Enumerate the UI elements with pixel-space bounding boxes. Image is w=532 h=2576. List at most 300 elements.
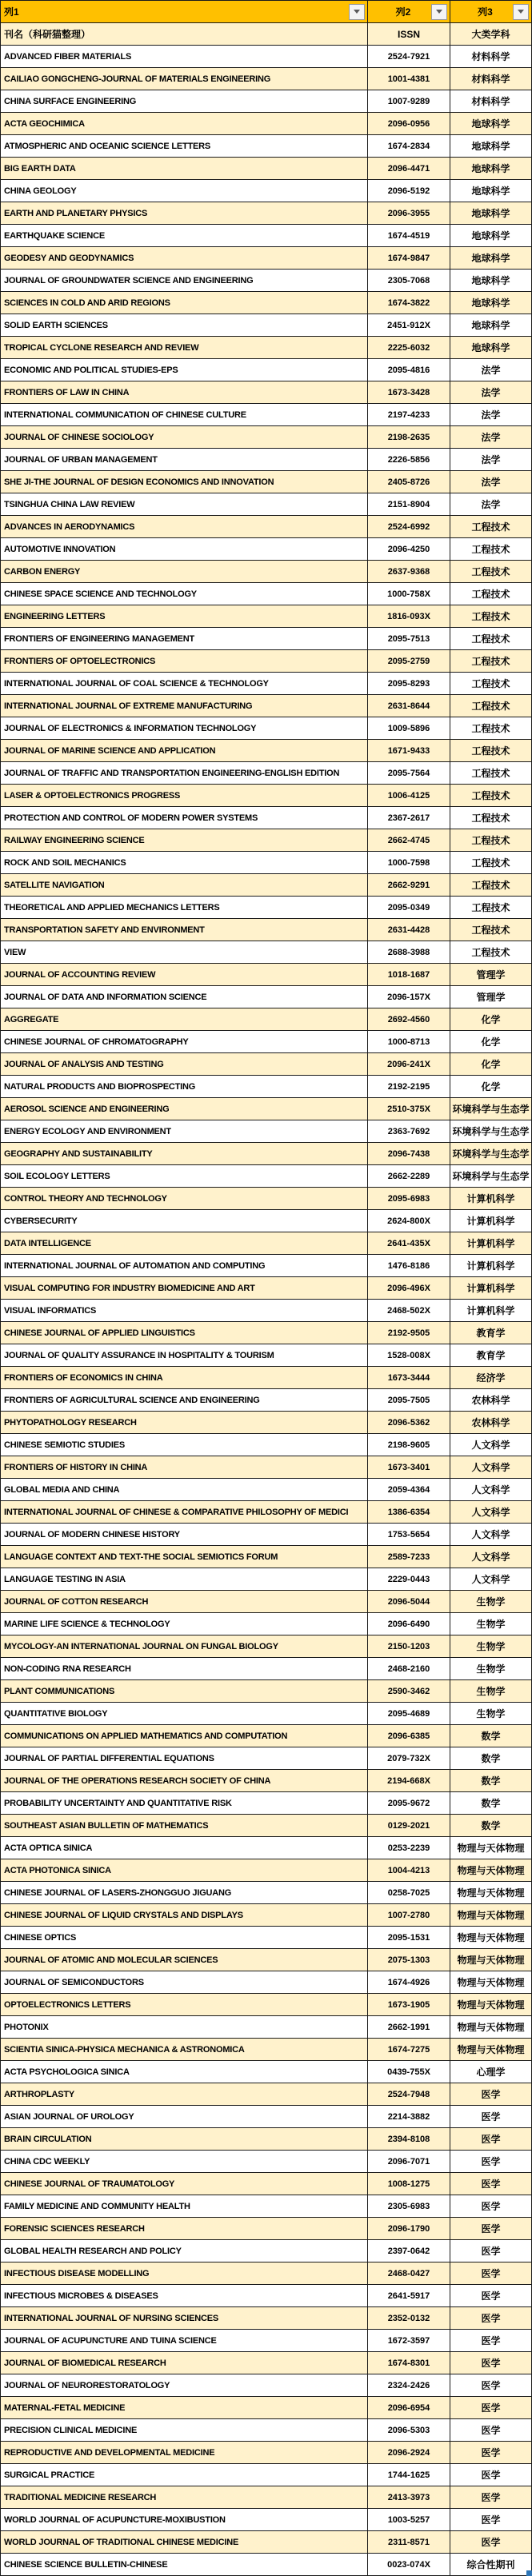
journal-name-cell[interactable] <box>1 2397 368 2419</box>
issn-cell[interactable] <box>368 1680 450 1703</box>
journal-name-cell[interactable] <box>1 1456 368 1479</box>
journal-name-cell[interactable] <box>1 426 368 449</box>
category-cell[interactable] <box>450 1792 532 1815</box>
journal-name-cell[interactable] <box>1 2128 368 2151</box>
issn-cell[interactable] <box>368 1546 450 1568</box>
journal-name-cell[interactable] <box>1 919 368 941</box>
issn-cell[interactable] <box>368 202 450 225</box>
category-cell[interactable] <box>450 493 532 516</box>
journal-name-cell[interactable] <box>1 1165 368 1188</box>
journal-name-cell[interactable] <box>1 2307 368 2330</box>
issn-cell[interactable] <box>368 471 450 493</box>
journal-name-cell[interactable] <box>1 1703 368 1725</box>
issn-cell[interactable] <box>368 1165 450 1188</box>
category-cell[interactable] <box>450 986 532 1008</box>
journal-name-cell[interactable] <box>1 1434 368 1456</box>
journal-name-cell[interactable] <box>1 381 368 404</box>
category-cell[interactable] <box>450 538 532 561</box>
category-cell[interactable] <box>450 471 532 493</box>
category-cell[interactable] <box>450 68 532 90</box>
category-cell[interactable] <box>450 359 532 381</box>
filter-button-col2[interactable] <box>431 4 447 20</box>
issn-cell[interactable] <box>368 1188 450 1210</box>
journal-name-cell[interactable] <box>1 1367 368 1389</box>
category-cell[interactable] <box>450 1994 532 2016</box>
category-cell[interactable] <box>450 180 532 202</box>
journal-name-cell[interactable] <box>1 135 368 158</box>
journal-name-cell[interactable] <box>1 1098 368 1120</box>
category-cell[interactable] <box>450 605 532 628</box>
issn-cell[interactable] <box>368 2106 450 2128</box>
category-cell[interactable] <box>450 113 532 135</box>
journal-name-cell[interactable] <box>1 516 368 538</box>
category-cell[interactable] <box>450 202 532 225</box>
journal-name-cell[interactable] <box>1 1053 368 1076</box>
category-cell[interactable] <box>450 1837 532 1859</box>
category-cell[interactable] <box>450 1076 532 1098</box>
issn-cell[interactable] <box>368 583 450 605</box>
journal-name-cell[interactable] <box>1 2195 368 2218</box>
category-cell[interactable] <box>450 2173 532 2195</box>
journal-name-cell[interactable] <box>1 1882 368 1904</box>
issn-cell[interactable] <box>368 2240 450 2262</box>
journal-name-cell[interactable] <box>1 561 368 583</box>
filter-button-col1[interactable] <box>349 4 365 20</box>
category-cell[interactable] <box>450 2307 532 2330</box>
journal-name-cell[interactable] <box>1 650 368 673</box>
category-cell[interactable] <box>450 292 532 314</box>
issn-cell[interactable] <box>368 2442 450 2464</box>
journal-name-cell[interactable] <box>1 1747 368 1770</box>
journal-name-cell[interactable] <box>1 247 368 270</box>
journal-name-cell[interactable] <box>1 941 368 964</box>
issn-cell[interactable] <box>368 1389 450 1412</box>
category-cell[interactable] <box>450 2106 532 2128</box>
category-cell[interactable] <box>450 1008 532 1031</box>
issn-cell[interactable] <box>368 1792 450 1815</box>
category-cell[interactable] <box>450 2464 532 2486</box>
journal-name-cell[interactable] <box>1 1188 368 1210</box>
category-cell[interactable] <box>450 1613 532 1635</box>
journal-name-cell[interactable] <box>1 493 368 516</box>
issn-cell[interactable] <box>368 46 450 68</box>
journal-name-cell[interactable] <box>1 158 368 180</box>
issn-cell[interactable] <box>368 381 450 404</box>
issn-cell[interactable] <box>368 717 450 740</box>
category-cell[interactable] <box>450 941 532 964</box>
journal-name-cell[interactable] <box>1 2262 368 2285</box>
issn-cell[interactable] <box>368 1031 450 1053</box>
category-cell[interactable] <box>450 852 532 874</box>
issn-cell[interactable] <box>368 426 450 449</box>
journal-name-cell[interactable] <box>1 673 368 695</box>
issn-cell[interactable] <box>368 650 450 673</box>
issn-cell[interactable] <box>368 1770 450 1792</box>
header-cell-col2[interactable] <box>368 1 450 23</box>
issn-cell[interactable] <box>368 740 450 762</box>
issn-cell[interactable] <box>368 2307 450 2330</box>
issn-cell[interactable] <box>368 1635 450 1658</box>
journal-name-cell[interactable] <box>1 1591 368 1613</box>
category-cell[interactable] <box>450 583 532 605</box>
issn-cell[interactable] <box>368 2151 450 2173</box>
journal-name-cell[interactable] <box>1 785 368 807</box>
issn-cell[interactable] <box>368 919 450 941</box>
issn-cell[interactable] <box>368 2486 450 2509</box>
journal-name-cell[interactable] <box>1 1546 368 1568</box>
journal-name-cell[interactable] <box>1 180 368 202</box>
subheader-cell-issn[interactable] <box>368 23 450 46</box>
journal-name-cell[interactable] <box>1 986 368 1008</box>
issn-cell[interactable] <box>368 1008 450 1031</box>
issn-cell[interactable] <box>368 1703 450 1725</box>
category-cell[interactable] <box>450 1815 532 1837</box>
journal-name-cell[interactable] <box>1 852 368 874</box>
issn-cell[interactable] <box>368 1098 450 1120</box>
category-cell[interactable] <box>450 516 532 538</box>
issn-cell[interactable] <box>368 270 450 292</box>
issn-cell[interactable] <box>368 2195 450 2218</box>
journal-name-cell[interactable] <box>1 1949 368 1971</box>
issn-cell[interactable] <box>368 1725 450 1747</box>
category-cell[interactable] <box>450 314 532 337</box>
category-cell[interactable] <box>450 2330 532 2352</box>
journal-name-cell[interactable] <box>1 1524 368 1546</box>
category-cell[interactable] <box>450 2486 532 2509</box>
journal-name-cell[interactable] <box>1 359 368 381</box>
category-cell[interactable] <box>450 1859 532 1882</box>
category-cell[interactable] <box>450 1367 532 1389</box>
journal-name-cell[interactable] <box>1 964 368 986</box>
issn-cell[interactable] <box>368 135 450 158</box>
category-cell[interactable] <box>450 650 532 673</box>
issn-cell[interactable] <box>368 1120 450 1143</box>
category-cell[interactable] <box>450 135 532 158</box>
issn-cell[interactable] <box>368 1434 450 1456</box>
category-cell[interactable] <box>450 1456 532 1479</box>
category-cell[interactable] <box>450 2554 532 2576</box>
issn-cell[interactable] <box>368 2061 450 2083</box>
issn-cell[interactable] <box>368 1277 450 1300</box>
journal-name-cell[interactable] <box>1 2442 368 2464</box>
category-cell[interactable] <box>450 1524 532 1546</box>
category-cell[interactable] <box>450 919 532 941</box>
journal-name-cell[interactable] <box>1 1635 368 1658</box>
issn-cell[interactable] <box>368 605 450 628</box>
issn-cell[interactable] <box>368 1859 450 1882</box>
issn-cell[interactable] <box>368 292 450 314</box>
category-cell[interactable] <box>450 1501 532 1524</box>
journal-name-cell[interactable] <box>1 897 368 919</box>
category-cell[interactable] <box>450 1412 532 1434</box>
category-cell[interactable] <box>450 2262 532 2285</box>
journal-name-cell[interactable] <box>1 68 368 90</box>
issn-cell[interactable] <box>368 2554 450 2576</box>
category-cell[interactable] <box>450 2442 532 2464</box>
category-cell[interactable] <box>450 449 532 471</box>
journal-name-cell[interactable] <box>1 695 368 717</box>
category-cell[interactable] <box>450 90 532 113</box>
issn-cell[interactable] <box>368 493 450 516</box>
category-cell[interactable] <box>450 673 532 695</box>
journal-name-cell[interactable] <box>1 1568 368 1591</box>
issn-cell[interactable] <box>368 1412 450 1434</box>
journal-name-cell[interactable] <box>1 314 368 337</box>
journal-name-cell[interactable] <box>1 404 368 426</box>
journal-name-cell[interactable] <box>1 449 368 471</box>
category-cell[interactable] <box>450 1949 532 1971</box>
issn-cell[interactable] <box>368 829 450 852</box>
category-cell[interactable] <box>450 1322 532 1344</box>
journal-name-cell[interactable] <box>1 292 368 314</box>
issn-cell[interactable] <box>368 807 450 829</box>
category-cell[interactable] <box>450 1635 532 1658</box>
journal-name-cell[interactable] <box>1 2218 368 2240</box>
journal-name-cell[interactable] <box>1 46 368 68</box>
issn-cell[interactable] <box>368 1076 450 1098</box>
category-cell[interactable] <box>450 426 532 449</box>
category-cell[interactable] <box>450 404 532 426</box>
journal-name-cell[interactable] <box>1 337 368 359</box>
journal-name-cell[interactable] <box>1 1255 368 1277</box>
journal-name-cell[interactable] <box>1 829 368 852</box>
journal-name-cell[interactable] <box>1 1143 368 1165</box>
issn-cell[interactable] <box>368 673 450 695</box>
journal-name-cell[interactable] <box>1 2352 368 2374</box>
issn-cell[interactable] <box>368 1591 450 1613</box>
category-cell[interactable] <box>450 628 532 650</box>
journal-name-cell[interactable] <box>1 1994 368 2016</box>
subheader-cell-journal-name[interactable] <box>1 23 368 46</box>
issn-cell[interactable] <box>368 941 450 964</box>
journal-name-cell[interactable] <box>1 1300 368 1322</box>
issn-cell[interactable] <box>368 113 450 135</box>
issn-cell[interactable] <box>368 90 450 113</box>
category-cell[interactable] <box>450 829 532 852</box>
category-cell[interactable] <box>450 1725 532 1747</box>
journal-name-cell[interactable] <box>1 2419 368 2442</box>
issn-cell[interactable] <box>368 1882 450 1904</box>
issn-cell[interactable] <box>368 314 450 337</box>
category-cell[interactable] <box>450 2374 532 2397</box>
category-cell[interactable] <box>450 1031 532 1053</box>
issn-cell[interactable] <box>368 1255 450 1277</box>
issn-cell[interactable] <box>368 1927 450 1949</box>
category-cell[interactable] <box>450 2195 532 2218</box>
journal-name-cell[interactable] <box>1 717 368 740</box>
issn-cell[interactable] <box>368 359 450 381</box>
journal-name-cell[interactable] <box>1 225 368 247</box>
category-cell[interactable] <box>450 2128 532 2151</box>
category-cell[interactable] <box>450 740 532 762</box>
category-cell[interactable] <box>450 158 532 180</box>
issn-cell[interactable] <box>368 1501 450 1524</box>
category-cell[interactable] <box>450 2151 532 2173</box>
issn-cell[interactable] <box>368 68 450 90</box>
category-cell[interactable] <box>450 2285 532 2307</box>
issn-cell[interactable] <box>368 1837 450 1859</box>
category-cell[interactable] <box>450 2531 532 2554</box>
category-cell[interactable] <box>450 1053 532 1076</box>
issn-cell[interactable] <box>368 2531 450 2554</box>
category-cell[interactable] <box>450 717 532 740</box>
category-cell[interactable] <box>450 964 532 986</box>
issn-cell[interactable] <box>368 874 450 897</box>
header-cell-col3[interactable] <box>450 1 532 23</box>
issn-cell[interactable] <box>368 695 450 717</box>
journal-name-cell[interactable] <box>1 807 368 829</box>
category-cell[interactable] <box>450 1703 532 1725</box>
category-cell[interactable] <box>450 270 532 292</box>
category-cell[interactable] <box>450 897 532 919</box>
issn-cell[interactable] <box>368 1479 450 1501</box>
issn-cell[interactable] <box>368 561 450 583</box>
category-cell[interactable] <box>450 1300 532 1322</box>
journal-name-cell[interactable] <box>1 2486 368 2509</box>
issn-cell[interactable] <box>368 2218 450 2240</box>
category-cell[interactable] <box>450 1971 532 1994</box>
category-cell[interactable] <box>450 247 532 270</box>
journal-name-cell[interactable] <box>1 2240 368 2262</box>
issn-cell[interactable] <box>368 225 450 247</box>
category-cell[interactable] <box>450 1255 532 1277</box>
journal-name-cell[interactable] <box>1 1770 368 1792</box>
journal-name-cell[interactable] <box>1 2330 368 2352</box>
journal-name-cell[interactable] <box>1 2016 368 2039</box>
category-cell[interactable] <box>450 1747 532 1770</box>
issn-cell[interactable] <box>368 158 450 180</box>
journal-name-cell[interactable] <box>1 90 368 113</box>
category-cell[interactable] <box>450 1344 532 1367</box>
journal-name-cell[interactable] <box>1 2173 368 2195</box>
journal-name-cell[interactable] <box>1 1859 368 1882</box>
journal-name-cell[interactable] <box>1 1232 368 1255</box>
category-cell[interactable] <box>450 874 532 897</box>
journal-name-cell[interactable] <box>1 874 368 897</box>
journal-name-cell[interactable] <box>1 1389 368 1412</box>
journal-name-cell[interactable] <box>1 1210 368 1232</box>
issn-cell[interactable] <box>368 449 450 471</box>
issn-cell[interactable] <box>368 180 450 202</box>
category-cell[interactable] <box>450 1927 532 1949</box>
issn-cell[interactable] <box>368 538 450 561</box>
journal-name-cell[interactable] <box>1 1008 368 1031</box>
issn-cell[interactable] <box>368 2039 450 2061</box>
issn-cell[interactable] <box>368 1456 450 1479</box>
issn-cell[interactable] <box>368 986 450 1008</box>
issn-cell[interactable] <box>368 1232 450 1255</box>
category-cell[interactable] <box>450 2218 532 2240</box>
issn-cell[interactable] <box>368 1568 450 1591</box>
journal-name-cell[interactable] <box>1 2374 368 2397</box>
category-cell[interactable] <box>450 2509 532 2531</box>
issn-cell[interactable] <box>368 2128 450 2151</box>
journal-name-cell[interactable] <box>1 538 368 561</box>
category-cell[interactable] <box>450 1479 532 1501</box>
issn-cell[interactable] <box>368 2352 450 2374</box>
category-cell[interactable] <box>450 1232 532 1255</box>
journal-name-cell[interactable] <box>1 1277 368 1300</box>
issn-cell[interactable] <box>368 1971 450 1994</box>
journal-name-cell[interactable] <box>1 1120 368 1143</box>
category-cell[interactable] <box>450 2083 532 2106</box>
issn-cell[interactable] <box>368 2173 450 2195</box>
journal-name-cell[interactable] <box>1 471 368 493</box>
journal-name-cell[interactable] <box>1 1927 368 1949</box>
category-cell[interactable] <box>450 1120 532 1143</box>
category-cell[interactable] <box>450 762 532 785</box>
issn-cell[interactable] <box>368 1904 450 1927</box>
journal-name-cell[interactable] <box>1 1344 368 1367</box>
journal-name-cell[interactable] <box>1 1613 368 1635</box>
journal-name-cell[interactable] <box>1 270 368 292</box>
journal-name-cell[interactable] <box>1 2285 368 2307</box>
category-cell[interactable] <box>450 1210 532 1232</box>
journal-name-cell[interactable] <box>1 1680 368 1703</box>
issn-cell[interactable] <box>368 1210 450 1232</box>
journal-name-cell[interactable] <box>1 202 368 225</box>
category-cell[interactable] <box>450 2039 532 2061</box>
category-cell[interactable] <box>450 1434 532 1456</box>
issn-cell[interactable] <box>368 1994 450 2016</box>
category-cell[interactable] <box>450 225 532 247</box>
journal-name-cell[interactable] <box>1 2509 368 2531</box>
issn-cell[interactable] <box>368 1815 450 1837</box>
category-cell[interactable] <box>450 1680 532 1703</box>
journal-name-cell[interactable] <box>1 628 368 650</box>
journal-name-cell[interactable] <box>1 2061 368 2083</box>
issn-cell[interactable] <box>368 2083 450 2106</box>
issn-cell[interactable] <box>368 785 450 807</box>
journal-name-cell[interactable] <box>1 1076 368 1098</box>
journal-name-cell[interactable] <box>1 1904 368 1927</box>
issn-cell[interactable] <box>368 2016 450 2039</box>
journal-name-cell[interactable] <box>1 2151 368 2173</box>
journal-name-cell[interactable] <box>1 1658 368 1680</box>
category-cell[interactable] <box>450 807 532 829</box>
journal-name-cell[interactable] <box>1 605 368 628</box>
category-cell[interactable] <box>450 1770 532 1792</box>
issn-cell[interactable] <box>368 1143 450 1165</box>
category-cell[interactable] <box>450 2397 532 2419</box>
journal-name-cell[interactable] <box>1 1501 368 1524</box>
issn-cell[interactable] <box>368 2419 450 2442</box>
category-cell[interactable] <box>450 381 532 404</box>
issn-cell[interactable] <box>368 897 450 919</box>
issn-cell[interactable] <box>368 2262 450 2285</box>
journal-name-cell[interactable] <box>1 2106 368 2128</box>
category-cell[interactable] <box>450 1277 532 1300</box>
category-cell[interactable] <box>450 695 532 717</box>
journal-name-cell[interactable] <box>1 1412 368 1434</box>
issn-cell[interactable] <box>368 2464 450 2486</box>
journal-name-cell[interactable] <box>1 2531 368 2554</box>
issn-cell[interactable] <box>368 2509 450 2531</box>
issn-cell[interactable] <box>368 762 450 785</box>
header-cell-col1[interactable] <box>1 1 368 23</box>
issn-cell[interactable] <box>368 2285 450 2307</box>
issn-cell[interactable] <box>368 1949 450 1971</box>
journal-name-cell[interactable] <box>1 1792 368 1815</box>
journal-name-cell[interactable] <box>1 2039 368 2061</box>
category-cell[interactable] <box>450 2352 532 2374</box>
issn-cell[interactable] <box>368 247 450 270</box>
issn-cell[interactable] <box>368 1300 450 1322</box>
journal-name-cell[interactable] <box>1 1815 368 1837</box>
category-cell[interactable] <box>450 1165 532 1188</box>
journal-name-cell[interactable] <box>1 1322 368 1344</box>
journal-name-cell[interactable] <box>1 1479 368 1501</box>
